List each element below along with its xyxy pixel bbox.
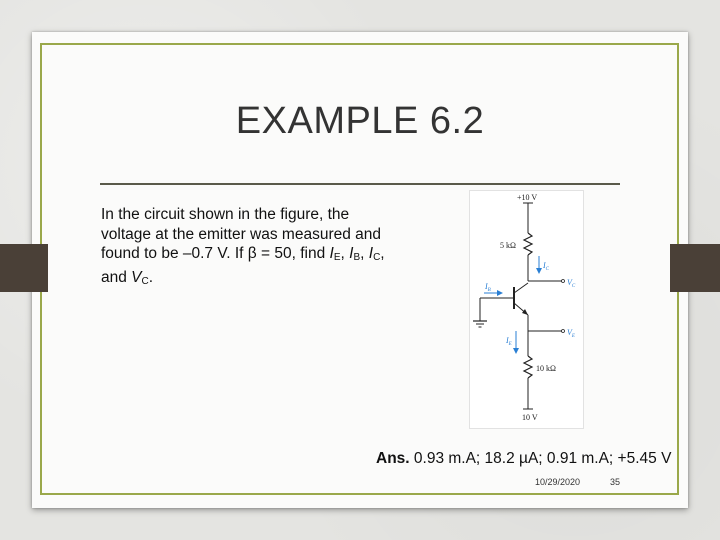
right-tab-decoration xyxy=(670,244,720,292)
ic-label: $I_C$ xyxy=(543,261,550,272)
footer-date: 10/29/2020 xyxy=(535,477,581,487)
question-line-4: and $V_C$. xyxy=(101,268,154,287)
ve-label: $V_E$ xyxy=(567,328,575,339)
answer-text: Ans. 0.93 m.A; 18.2 µA; 0.91 m.A; +5.45 V xyxy=(376,450,672,467)
resistor-re xyxy=(524,356,532,378)
title-divider xyxy=(100,183,620,185)
resistor-rc xyxy=(524,233,532,255)
ib-label: $I_B$ xyxy=(485,282,491,293)
question-line-1: In the circuit shown in the figure, the xyxy=(101,206,350,223)
question-text xyxy=(101,205,451,291)
vc-label: $V_C$ xyxy=(567,278,576,289)
slide-title: EXAMPLE 6.2 xyxy=(235,100,485,142)
re-label: 10 kΩ xyxy=(536,364,556,373)
question-line-3: found to be –0.7 V. If β = 50, find $I_E$, $I_B$, $I_C$, xyxy=(101,245,385,263)
circuit-figure xyxy=(469,190,584,429)
rc-label: 5 kΩ xyxy=(500,241,516,250)
left-tab-decoration xyxy=(0,244,48,292)
slide-number: 35 xyxy=(610,477,621,487)
supply-top-label: +10 V xyxy=(517,193,538,202)
supply-bottom-label: 10 V xyxy=(522,413,538,422)
ie-label: $I_E$ xyxy=(506,336,512,347)
question-line-2: voltage at the emitter was measured and xyxy=(101,225,382,243)
